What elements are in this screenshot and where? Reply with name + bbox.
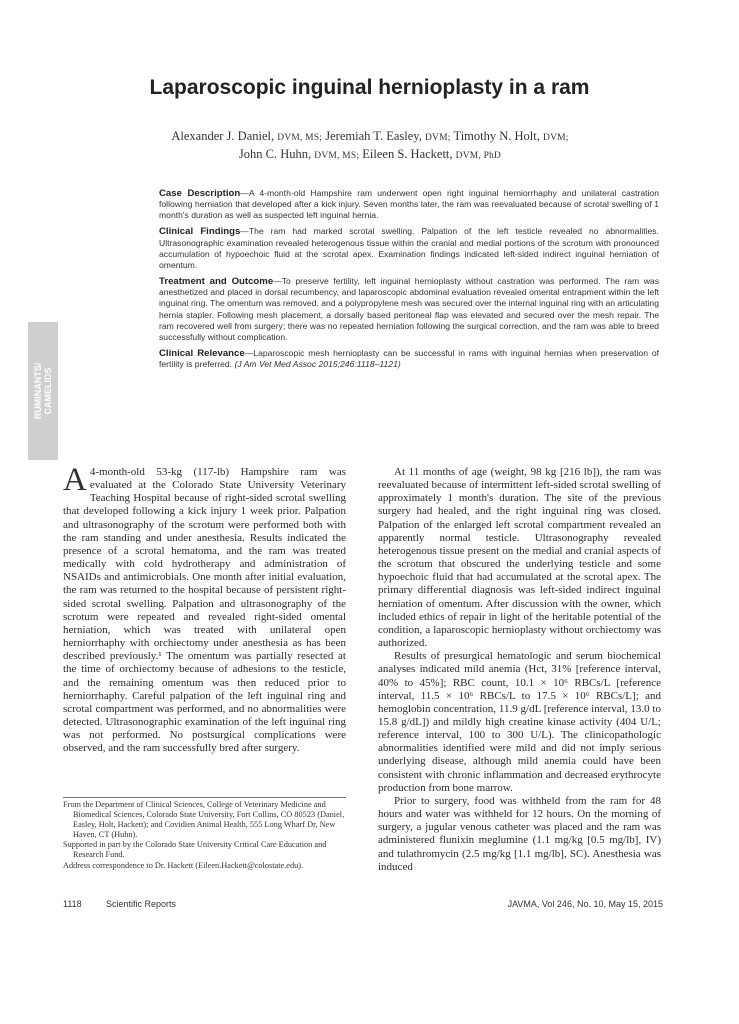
abstract-heading: Clinical Relevance [159,348,245,360]
abstract-text: A 4-month-old Hampshire ram underwent open right inguinal herniorrhaphy and unilateral castration following herniation that developed after a kick injury. Seven months later, the ram was reevaluated because of scrotal swelling of 1 month's duration as well as suspected left inguinal hernia. [159,188,659,221]
author-credentials: DVM, MS; [277,133,323,143]
section-name: Scientific Reports [106,899,177,909]
page-number: 1118 [63,899,82,909]
footnote-affiliation: From the Department of Clinical Sciences, College of Veterinary Medicine and Biomedical Sciences, Colorado State University, Fort Collins, CO 80523 (Daniel, Easley, Holt, Hackett); and Covidien Animal Health, 555 Long Wharf Dr, New Haven, CT (Huhn). [63,800,345,840]
footnote-correspondence: Address correspondence to Dr. Hackett (Eileen.Hackett@colostate.edu). [63,860,304,870]
abstract-text: To preserve fertility, left inguinal hernioplasty without castration was performed. The ram was anesthetized and placed in dorsal recumbency, and laparoscopic abdominal evaluation revealed omental entrapment within the left inguinal ring. The omentum was removed, and a polypropylene mesh was secured over the internal inguinal ring with an articulating hernia stapler. Following mesh placement, a dorsally based peritoneal flap was elevated and secured over the mesh repair. The ram recovered well from surgery; there was no repeated herniation following the surgical correction, and the ram was able to breed successfully without complication. [159,276,659,342]
body-column-right [378,466,661,874]
footnote-divider [63,797,346,798]
author-name: John C. Huhn, [238,147,312,161]
body-paragraph: Prior to surgery, food was withheld from the ram for 48 hours and water was withheld for 12 hours. On the morning of surgery, a jugular venous catheter was placed and the ram was administered flunixin meglumine (1.1 mg/kg [0.5 mg/lb], IV) and tulathromycin (2.5 mg/kg [1.1 mg/lb], SC). Anesthesia was induced [378,794,661,873]
abstract-heading: Treatment and Outcome [159,276,274,288]
author-credentials: DVM, PhD [455,151,502,161]
side-tab-line-1: RUMINANTS/ [33,362,43,420]
author-line-1 [150,128,590,146]
drop-cap: A [63,462,87,498]
abstract-clinical-relevance: Clinical Relevance—Laparoscopic mesh hernioplasty can be successful in rams with inguinal hernias when preservation of fertility is preferred. (J Am Vet Med Assoc 2015;246:1118–1121) [159,348,659,370]
section-side-tab [28,322,58,460]
page-footer [63,899,663,913]
footnotes [63,800,346,871]
abstract-text: Laparoscopic mesh hernioplasty can be successful in rams with inguinal hernias when preservation of fertility is preferred. [159,348,659,370]
journal-info: JAVMA, Vol 246, No. 10, May 15, 2015 [507,899,663,909]
body-text: 4-month-old 53-kg (117-lb) Hampshire ram was evaluated at the Colorado State University Veterinary Teaching Hospital because of right-sided scrotal swelling that developed following a kick injury 1 week prior. Palpation and ultrasonography of the scrotum were performed both with the ram standing and under anesthesia. Results indicated the presence of a scrotal hematoma, and the ram was treated medically with cold hydrotherapy and administration of NSAIDs and antimicrobials. One month after initial evaluation, the ram was returned to the hospital because of persistent right-sided scrotal swelling. Palpation and ultrasonography of the scrotum were repeated and revealed right-sided omental herniation, which was treated with unilateral open herniorrhaphy with orchiectomy under anesthesia as has been described previously.¹ The omentum was partially resected at the time of orchiectomy because of adhesions to the testicle, and the remaining omentum was then reduced prior to herniorrhaphy. Careful palpation of the left inguinal ring and scrotal compartment was performed, and no abnormalities were detected. Ultrasonographic examination of the left inguinal ring was not performed. No postsurgical complications were observed, and the ram successfully bred after surgery. [63,466,346,755]
body-paragraph: Results of presurgical hematologic and serum biochemical analyses indicated mild anemia (Hct, 31% [reference interval, 40% to 45%]; RBC count, 10.1 × 10⁶ RBCs/L [reference interval, 11.5 × 10⁶ RBCs/L to 17.5 × 10⁶ RBCs/L]; and hemoglobin concentration, 11.9 g/dL [reference interval, 13.0 to 15.8 g/dL]) and mildly high creatine kinase activity (404 U/L; reference interval, 100 to 300 U/L). The clinicopathologic abnormalities identified were mild and did not imply serious underlying disease, although mild anemia could have been consistent with chronic inflammation and decreased erythrocyte production from bone marrow. [378,650,661,794]
abstract-citation: (J Am Vet Med Assoc 2015;246:1118–1121) [234,359,401,370]
article-title: Laparoscopic inguinal hernioplasty in a ram [149,76,590,99]
abstract-heading: Clinical Findings [159,226,241,238]
author-name: Jeremiah T. Easley, [325,129,422,143]
abstract-treatment-outcome: Treatment and Outcome—To preserve fertility, left inguinal hernioplasty without castration was performed. The ram was anesthetized and placed in dorsal recumbency, and laparoscopic abdominal evaluation revealed omental entrapment within the left inguinal ring. The omentum was removed, and a polypropylene mesh was secured over the internal inguinal ring with an articulating hernia stapler. Following mesh placement, a dorsally based peritoneal flap was elevated and secured over the mesh repair. The ram recovered well from surgery; there was no repeated herniation following the surgical correction, and the ram was able to breed successfully without complication. [159,276,659,342]
abstract [159,188,659,375]
abstract-case-description: Case Description—A 4-month-old Hampshire ram underwent open right inguinal herniorrhaphy and unilateral castration following herniation that developed after a kick injury. Seven months later, the ram was reevaluated because of scrotal swelling of 1 month's duration as well as suspected left inguinal hernia. [159,188,659,221]
author-list [150,128,590,164]
body-paragraph [63,462,346,755]
abstract-clinical-findings: Clinical Findings—The ram had marked scrotal swelling. Palpation of the left testicle revealed no abnormalities. Ultrasonographic examination revealed heterogenous tissue within the cranial and medial portions of the scrotum with pronounced accumulation of hypoechoic fluid at the scrotal apex. Examination findings indicated left-sided indirect inguinal herniation of omentum. [159,226,659,270]
side-tab-line-2: CAMELIDS [43,367,53,415]
author-credentials: DVM; [543,133,569,143]
abstract-heading: Case Description [159,188,241,199]
author-name: Eileen S. Hackett, [362,147,453,161]
author-line-2 [150,146,590,164]
side-tab-label [33,363,53,420]
body-column-left [63,462,346,755]
author-name: Timothy N. Holt, [453,129,540,143]
footnote-funding: Supported in part by the Colorado State University Critical Care Education and Research Fund. [63,840,327,860]
author-name: Alexander J. Daniel, [171,129,275,143]
body-paragraph: At 11 months of age (weight, 98 kg [216 lb]), the ram was reevaluated because of intermittent left-sided scrotal swelling of approximately 1 month's duration. The site of the previous surgery had healed, and the right inguinal ring was closed. Palpation of the enlarged left scrotal compartment revealed an apparently normal testicle. Ultrasonography revealed heterogenous tissue present on the medial and cranial aspects of the scrotum that obscured the underlying testicle and some hypoechoic fluid that had accumulated at the scrotal apex. The primary differential diagnosis was left-sided indirect inguinal herniation of omentum. After discussion with the owner, which included ethics of repair in light of the heritable potential of the condition, a laparoscopic hernioplasty without orchiectomy was authorized. [378,466,661,650]
abstract-text: The ram had marked scrotal swelling. Palpation of the left testicle revealed no abnormalities. Ultrasonographic examination revealed heterogenous tissue within the cranial and medial portions of the scrotum with pronounced accumulation of hypoechoic fluid at the scrotal apex. Examination findings indicated left-sided indirect inguinal herniation of omentum. [159,226,659,270]
author-credentials: DVM, MS; [314,151,360,161]
author-credentials: DVM; [425,133,451,143]
